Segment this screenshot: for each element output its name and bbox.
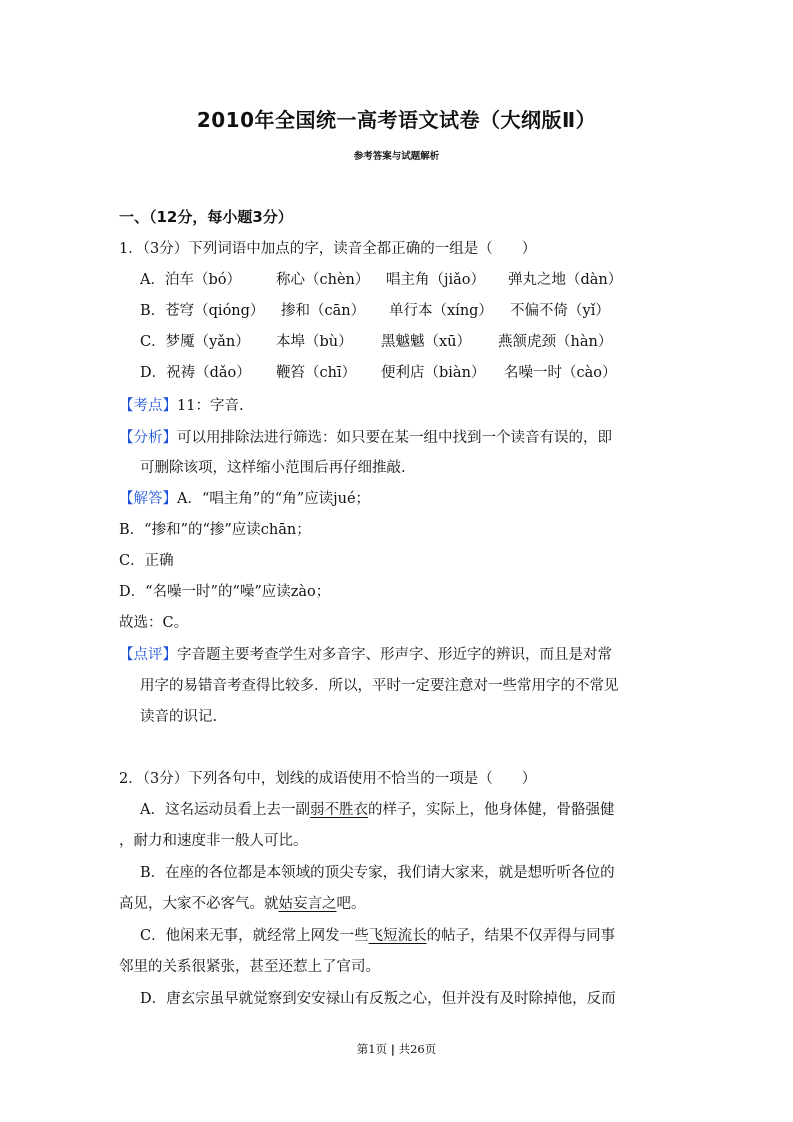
q1-b-4: 不偏不倚（yǐ）	[510, 303, 610, 319]
q1-a-1: A．泊车（bó）	[140, 272, 241, 288]
dianping-tag: 【点评】	[119, 647, 177, 663]
q2-option-c	[140, 924, 615, 945]
dianping-text-2: 用字的易错音考查得比较多．所以，平时一定要注意对一些常用字的不常见	[140, 678, 619, 694]
q2-option-a	[140, 798, 614, 819]
q2-a-idiom: 弱不胜衣	[309, 802, 368, 818]
q1-a-4: 弹丸之地（dàn）	[508, 272, 623, 288]
q2-b-1: B．在座的各位都是本领域的顶尖专家，我们请大家来，就是想听听各位的	[140, 865, 615, 881]
q1-d-4: 名噪一时（cào）	[504, 365, 617, 381]
dianping-text-3: 读音的识记.	[140, 709, 218, 725]
q1-c-2: 本埠（bù）	[276, 334, 353, 350]
jieda-text: A．“唱主角”的“角”应读jué；	[177, 491, 371, 507]
jieda-b: B．“掺和”的“掺”应读chān；	[119, 522, 311, 538]
q2-c-pre: C．他闲来无事，就经常上网发一些	[140, 928, 369, 944]
q2-a-pre: A．这名运动员看上去一副	[140, 802, 310, 818]
q2-a-cont: ，耐力和速度非一般人可比。	[119, 833, 308, 849]
q2-b-post: 吧。	[336, 896, 366, 912]
q2-b-idiom: 姑妄言之	[278, 896, 337, 912]
q1-fenxi	[119, 426, 612, 447]
q2-option-b	[119, 892, 366, 913]
document-title: 2010年全国统一高考语文试卷（大纲版Ⅱ）	[196, 108, 597, 132]
page-footer	[0, 1041, 793, 1057]
jieda-d: D．“名噪一时”的“噪”应读zào；	[119, 584, 331, 600]
q1-stem: 1．（3分）下列词语中加点的字，读音全都正确的一组是（ ）	[119, 241, 537, 257]
page-total: 共26页	[398, 1042, 437, 1056]
page-number: 第1页	[356, 1042, 388, 1056]
q1-b-2: 掺和（cān）	[281, 303, 366, 319]
jieda-tag: 【解答】	[119, 491, 177, 507]
q2-a-post: 的样子，实际上，他身体健，骨骼强健	[367, 802, 615, 818]
kaodian-tag: 【考点】	[119, 398, 177, 414]
q1-d-2: 鞭笞（chī）	[276, 365, 357, 381]
q1-a-2: 称心（chèn）	[276, 272, 370, 288]
footer-separator: |	[390, 1042, 395, 1056]
jieda-c: C．正确	[119, 553, 174, 569]
fenxi-text-2: 可删除该项，这样缩小范围后再仔细推敲.	[140, 460, 406, 476]
q1-b-3: 单行本（xíng）	[389, 303, 493, 319]
q1-c-4: 燕颔虎颈（hàn）	[498, 334, 613, 350]
kaodian-text: 11：字音.	[177, 398, 244, 414]
fenxi-text-1: 可以用排除法进行筛选：如只要在某一组中找到一个读音有误的，即	[177, 430, 612, 446]
q1-d-3: 便利店（biàn）	[381, 365, 486, 381]
q1-b-1: B．苍穹（qióng）	[140, 303, 265, 319]
q2-c-idiom: 飞短流长	[368, 928, 427, 944]
q1-a-3: 唱主角（jiǎo）	[386, 272, 486, 288]
fenxi-tag: 【分析】	[119, 430, 177, 446]
q2-stem: 2．（3分）下列各句中，划线的成语使用不恰当的一项是（ ）	[119, 771, 537, 787]
q2-b-pre: 高见，大家不必客气。就	[119, 896, 279, 912]
document-subtitle: 参考答案与试题解析	[353, 151, 440, 162]
q2-c-post: 的帖子，结果不仅弄得与同事	[426, 928, 616, 944]
q1-c-3: 黑魆魆（xū）	[381, 334, 472, 350]
q1-kaodian	[119, 394, 244, 415]
q1-c-1: C．梦魇（yǎn）	[140, 334, 250, 350]
dianping-text-1: 字音题主要考查学生对多音字、形声字、形近字的辨识，而且是对常	[177, 647, 612, 663]
q1-d-1: D．祝祷（dǎo）	[140, 365, 251, 381]
q1-dianping	[119, 643, 612, 664]
q1-jieda	[119, 487, 370, 508]
q2-d-1: D．唐玄宗虽早就觉察到安安禄山有反叛之心，但并没有及时除掉他，反而	[140, 991, 616, 1007]
section-heading: 一、（12分，每小题3分）	[119, 208, 293, 226]
q2-c-cont: 邻里的关系很紧张，甚至还惹上了官司。	[119, 959, 380, 975]
answer-line: 故选：C。	[119, 615, 189, 631]
